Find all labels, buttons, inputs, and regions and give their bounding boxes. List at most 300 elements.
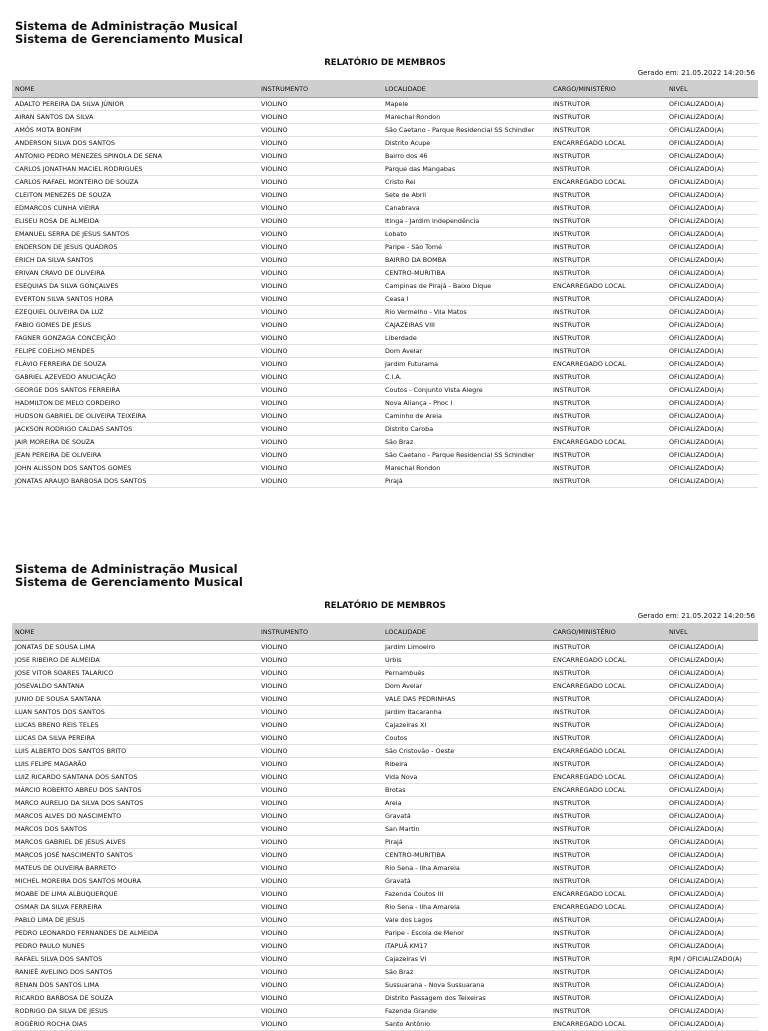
cell-nome: MATEUS DE OLIVEIRA BARRETO	[12, 862, 258, 875]
cell-localidade: Jardim Itacaranha	[382, 706, 550, 719]
cell-cargo: INSTRUTOR	[550, 979, 666, 992]
cell-localidade: Cajazeiras VI	[382, 953, 550, 966]
cell-localidade: Distrito Caroba	[382, 423, 550, 436]
cell-nome: MARCOS GABRIEL DE JESUS ALVES	[12, 836, 258, 849]
cell-nome: JUNIO DE SOUSA SANTANA	[12, 693, 258, 706]
table-row	[12, 319, 758, 332]
cell-localidade: Gravatá	[382, 810, 550, 823]
table-row	[12, 293, 758, 306]
cell-localidade: CENTRO-MURITIBA	[382, 849, 550, 862]
cell-cargo: INSTRUTOR	[550, 306, 666, 319]
cell-cargo: INSTRUTOR	[550, 345, 666, 358]
cell-nivel: OFICIALIZADO(A)	[666, 784, 758, 797]
cell-nome: ADALTO PEREIRA DA SILVA JÚNIOR	[12, 98, 258, 111]
cell-cargo: INSTRUTOR	[550, 319, 666, 332]
cell-localidade: Santo Antônio	[382, 1018, 550, 1031]
cell-cargo: INSTRUTOR	[550, 475, 666, 488]
table-row	[12, 163, 758, 176]
cell-instrumento: VIOLINO	[258, 163, 382, 176]
cell-instrumento: VIOLINO	[258, 888, 382, 901]
cell-localidade: Lobato	[382, 228, 550, 241]
cell-nome: LUAN SANTOS DOS SANTOS	[12, 706, 258, 719]
cell-instrumento: VIOLINO	[258, 1005, 382, 1018]
cell-instrumento: VIOLINO	[258, 771, 382, 784]
cell-nivel: OFICIALIZADO(A)	[666, 992, 758, 1005]
column-header-nivel: NIVEL	[666, 623, 758, 641]
cell-cargo: INSTRUTOR	[550, 1005, 666, 1018]
cell-nome: JOSEVALDO SANTANA	[12, 680, 258, 693]
cell-instrumento: VIOLINO	[258, 137, 382, 150]
cell-cargo: INSTRUTOR	[550, 875, 666, 888]
table-row	[12, 150, 758, 163]
report-title: RELATÓRIO DE MEMBROS	[324, 58, 446, 68]
cell-localidade: Brotas	[382, 784, 550, 797]
table-row	[12, 940, 758, 953]
cell-cargo: ENCARREGADO LOCAL	[550, 680, 666, 693]
table-row	[12, 189, 758, 202]
cell-localidade: São Braz	[382, 966, 550, 979]
cell-localidade: Cajazeiras XI	[382, 719, 550, 732]
cell-cargo: INSTRUTOR	[550, 189, 666, 202]
cell-nome: CARLOS JONATHAN MACIEL RODRIGUES	[12, 163, 258, 176]
table-row	[12, 966, 758, 979]
cell-instrumento: VIOLINO	[258, 836, 382, 849]
cell-nivel: OFICIALIZADO(A)	[666, 888, 758, 901]
column-header-nome: NOME	[12, 80, 258, 98]
cell-instrumento: VIOLINO	[258, 98, 382, 111]
cell-nivel: OFICIALIZADO(A)	[666, 667, 758, 680]
column-header-instrumento: INSTRUMENTO	[258, 80, 382, 98]
cell-nome: JAIR MOREIRA DE SOUZA	[12, 436, 258, 449]
table-row	[12, 1005, 758, 1018]
table-row	[12, 823, 758, 836]
cell-nivel: OFICIALIZADO(A)	[666, 862, 758, 875]
cell-instrumento: VIOLINO	[258, 332, 382, 345]
cell-cargo: INSTRUTOR	[550, 953, 666, 966]
cell-localidade: Liberdade	[382, 332, 550, 345]
table-row	[12, 641, 758, 654]
table-row	[12, 111, 758, 124]
cell-nivel: OFICIALIZADO(A)	[666, 176, 758, 189]
cell-nome: MOABE DE LIMA ALBUQUERQUE	[12, 888, 258, 901]
cell-nome: RAFAEL SILVA DOS SANTOS	[12, 953, 258, 966]
cell-cargo: INSTRUTOR	[550, 667, 666, 680]
cell-nome: JOSE VITOR SOARES TALARICO	[12, 667, 258, 680]
cell-localidade: Jardim Futurama	[382, 358, 550, 371]
cell-localidade: Rio Sena - Ilha Amarela	[382, 901, 550, 914]
cell-nivel: OFICIALIZADO(A)	[666, 745, 758, 758]
column-header-instrumento: INSTRUMENTO	[258, 623, 382, 641]
cell-cargo: INSTRUTOR	[550, 940, 666, 953]
cell-instrumento: VIOLINO	[258, 397, 382, 410]
cell-instrumento: VIOLINO	[258, 797, 382, 810]
cell-localidade: Marechal Rondon	[382, 111, 550, 124]
cell-nivel: OFICIALIZADO(A)	[666, 914, 758, 927]
table-row	[12, 758, 758, 771]
cell-instrumento: VIOLINO	[258, 449, 382, 462]
cell-nome: LUCAS BRENO REIS TELES	[12, 719, 258, 732]
cell-instrumento: VIOLINO	[258, 758, 382, 771]
table-row	[12, 384, 758, 397]
cell-localidade: Caminho de Areia	[382, 410, 550, 423]
cell-nivel: OFICIALIZADO(A)	[666, 423, 758, 436]
cell-nome: AIRAN SANTOS DA SILVA	[12, 111, 258, 124]
cell-cargo: ENCARREGADO LOCAL	[550, 436, 666, 449]
table-row	[12, 953, 758, 966]
table-row	[12, 719, 758, 732]
cell-instrumento: VIOLINO	[258, 862, 382, 875]
column-header-nome: NOME	[12, 623, 258, 641]
members-table	[12, 623, 758, 1031]
cell-localidade: Areia	[382, 797, 550, 810]
table-row	[12, 410, 758, 423]
cell-instrumento: VIOLINO	[258, 966, 382, 979]
cell-localidade: Itinga - Jardim Independência	[382, 215, 550, 228]
cell-instrumento: VIOLINO	[258, 293, 382, 306]
cell-nivel: OFICIALIZADO(A)	[666, 979, 758, 992]
cell-instrumento: VIOLINO	[258, 784, 382, 797]
cell-nome: MARCOS DOS SANTOS	[12, 823, 258, 836]
cell-cargo: INSTRUTOR	[550, 732, 666, 745]
cell-cargo: INSTRUTOR	[550, 992, 666, 1005]
cell-nivel: OFICIALIZADO(A)	[666, 267, 758, 280]
table-row	[12, 98, 758, 111]
table-row	[12, 810, 758, 823]
table-row	[12, 241, 758, 254]
cell-instrumento: VIOLINO	[258, 280, 382, 293]
cell-instrumento: VIOLINO	[258, 680, 382, 693]
table-row	[12, 927, 758, 940]
table-row	[12, 654, 758, 667]
cell-localidade: Pirajá	[382, 475, 550, 488]
cell-cargo: ENCARREGADO LOCAL	[550, 784, 666, 797]
cell-cargo: ENCARREGADO LOCAL	[550, 280, 666, 293]
table-row	[12, 862, 758, 875]
cell-nivel: OFICIALIZADO(A)	[666, 693, 758, 706]
cell-localidade: Rio Vermelho - Vila Matos	[382, 306, 550, 319]
cell-nome: CLEITON MENEZES DE SOUZA	[12, 189, 258, 202]
table-row	[12, 914, 758, 927]
cell-cargo: INSTRUTOR	[550, 98, 666, 111]
cell-nivel: OFICIALIZADO(A)	[666, 823, 758, 836]
cell-nome: RODRIGO DA SILVA DE JESUS	[12, 1005, 258, 1018]
cell-cargo: ENCARREGADO LOCAL	[550, 176, 666, 189]
cell-cargo: ENCARREGADO LOCAL	[550, 1018, 666, 1031]
cell-nome: PABLO LIMA DE JESUS	[12, 914, 258, 927]
cell-localidade: São Braz	[382, 436, 550, 449]
cell-nivel: OFICIALIZADO(A)	[666, 940, 758, 953]
cell-nome: GABRIEL AZEVEDO ANUCIAÇÃO	[12, 371, 258, 384]
cell-nome: MARCO AURELIO DA SILVA DOS SANTOS	[12, 797, 258, 810]
cell-cargo: INSTRUTOR	[550, 150, 666, 163]
cell-nivel: OFICIALIZADO(A)	[666, 654, 758, 667]
cell-localidade: Marechal Rondon	[382, 462, 550, 475]
cell-localidade: Rio Sena - Ilha Amarela	[382, 862, 550, 875]
table-row	[12, 888, 758, 901]
cell-localidade: Fazenda Grande	[382, 1005, 550, 1018]
cell-nome: MARCOS JOSÉ NASCIMENTO SANTOS	[12, 849, 258, 862]
cell-cargo: INSTRUTOR	[550, 966, 666, 979]
table-row	[12, 836, 758, 849]
cell-localidade: Canabrava	[382, 202, 550, 215]
cell-instrumento: VIOLINO	[258, 462, 382, 475]
cell-localidade: Parque das Mangabas	[382, 163, 550, 176]
members-table-body	[12, 98, 758, 488]
cell-instrumento: VIOLINO	[258, 384, 382, 397]
table-header-row	[12, 623, 758, 641]
table-row	[12, 202, 758, 215]
cell-instrumento: VIOLINO	[258, 875, 382, 888]
table-row	[12, 215, 758, 228]
cell-localidade: Mapele	[382, 98, 550, 111]
cell-instrumento: VIOLINO	[258, 706, 382, 719]
cell-instrumento: VIOLINO	[258, 953, 382, 966]
table-row	[12, 475, 758, 488]
cell-nivel: OFICIALIZADO(A)	[666, 966, 758, 979]
cell-localidade: San Martin	[382, 823, 550, 836]
cell-nivel: OFICIALIZADO(A)	[666, 280, 758, 293]
system-title-line1: Sistema de Administração Musical	[15, 19, 238, 33]
cell-nome: MICHEL MOREIRA DOS SANTOS MOURA	[12, 875, 258, 888]
table-row	[12, 423, 758, 436]
cell-nivel: OFICIALIZADO(A)	[666, 215, 758, 228]
cell-nome: FELIPE COELHO MENDES	[12, 345, 258, 358]
table-row	[12, 449, 758, 462]
cell-instrumento: VIOLINO	[258, 241, 382, 254]
cell-nivel: OFICIALIZADO(A)	[666, 1005, 758, 1018]
cell-cargo: INSTRUTOR	[550, 914, 666, 927]
cell-cargo: ENCARREGADO LOCAL	[550, 901, 666, 914]
cell-nivel: OFICIALIZADO(A)	[666, 875, 758, 888]
cell-localidade: CENTRO-MURITIBA	[382, 267, 550, 280]
cell-nivel: OFICIALIZADO(A)	[666, 706, 758, 719]
cell-nome: PEDRO PAULO NUNES	[12, 940, 258, 953]
cell-nome: ROGÉRIO ROCHA DIAS	[12, 1018, 258, 1031]
cell-nome: MARCOS ALVES DO NASCIMENTO	[12, 810, 258, 823]
cell-nome: LUCAS DA SILVA PEREIRA	[12, 732, 258, 745]
cell-nivel: OFICIALIZADO(A)	[666, 293, 758, 306]
cell-localidade: Nova Aliança - Phoc I	[382, 397, 550, 410]
cell-localidade: Jardim Limoeiro	[382, 641, 550, 654]
cell-nome: EZEQUIEL OLIVEIRA DA LUZ	[12, 306, 258, 319]
cell-instrumento: VIOLINO	[258, 654, 382, 667]
cell-instrumento: VIOLINO	[258, 641, 382, 654]
table-row	[12, 267, 758, 280]
cell-localidade: Distrito Acupe	[382, 137, 550, 150]
column-header-localidade: LOCALIDADE	[382, 623, 550, 641]
cell-nivel: OFICIALIZADO(A)	[666, 758, 758, 771]
cell-localidade: Gravatá	[382, 875, 550, 888]
table-row	[12, 667, 758, 680]
table-row	[12, 371, 758, 384]
table-row	[12, 358, 758, 371]
cell-instrumento: VIOLINO	[258, 475, 382, 488]
cell-nivel: OFICIALIZADO(A)	[666, 397, 758, 410]
cell-cargo: INSTRUTOR	[550, 423, 666, 436]
cell-localidade: Fazenda Coutos III	[382, 888, 550, 901]
cell-cargo: INSTRUTOR	[550, 693, 666, 706]
cell-instrumento: VIOLINO	[258, 940, 382, 953]
cell-instrumento: VIOLINO	[258, 319, 382, 332]
column-header-nivel: NIVEL	[666, 80, 758, 98]
table-row	[12, 745, 758, 758]
cell-nome: CARLOS RAFAEL MONTEIRO DE SOUZA	[12, 176, 258, 189]
cell-localidade: Campinas de Pirajá - Baixo Dique	[382, 280, 550, 293]
cell-instrumento: VIOLINO	[258, 810, 382, 823]
table-row	[12, 732, 758, 745]
cell-localidade: Dom Avelar	[382, 680, 550, 693]
cell-nivel: OFICIALIZADO(A)	[666, 137, 758, 150]
cell-nome: FABIO GOMES DE JESUS	[12, 319, 258, 332]
cell-nome: EDMARCOS CUNHA VIEIRA	[12, 202, 258, 215]
table-row	[12, 992, 758, 1005]
cell-instrumento: VIOLINO	[258, 436, 382, 449]
cell-nivel: OFICIALIZADO(A)	[666, 410, 758, 423]
cell-cargo: INSTRUTOR	[550, 927, 666, 940]
cell-cargo: INSTRUTOR	[550, 332, 666, 345]
cell-localidade: Distrito Passagem dos Teixeiras	[382, 992, 550, 1005]
cell-cargo: ENCARREGADO LOCAL	[550, 888, 666, 901]
cell-nome: ANDERSON SILVA DOS SANTOS	[12, 137, 258, 150]
cell-cargo: INSTRUTOR	[550, 124, 666, 137]
table-row	[12, 306, 758, 319]
cell-localidade: São Caetano - Parque Residencial SS Schindler	[382, 449, 550, 462]
cell-instrumento: VIOLINO	[258, 823, 382, 836]
cell-nome: EVERTON SILVA SANTOS HORA	[12, 293, 258, 306]
cell-nome: FLÁVIO FERREIRA DE SOUZA	[12, 358, 258, 371]
cell-localidade: Vida Nova	[382, 771, 550, 784]
table-header-row	[12, 80, 758, 98]
cell-cargo: INSTRUTOR	[550, 849, 666, 862]
cell-nome: EMANUEL SERRA DE JESUS SANTOS	[12, 228, 258, 241]
cell-localidade: São Caetano - Parque Residencial SS Schindler	[382, 124, 550, 137]
cell-localidade: Urbis	[382, 654, 550, 667]
column-header-cargo: CARGO/MINISTÉRIO	[550, 623, 666, 641]
cell-nivel: OFICIALIZADO(A)	[666, 797, 758, 810]
cell-nome: HUDSON GABRIEL DE OLIVEIRA TEIXEIRA	[12, 410, 258, 423]
cell-nivel: OFICIALIZADO(A)	[666, 732, 758, 745]
table-row	[12, 345, 758, 358]
cell-cargo: INSTRUTOR	[550, 449, 666, 462]
cell-nivel: OFICIALIZADO(A)	[666, 771, 758, 784]
table-row	[12, 137, 758, 150]
table-row	[12, 280, 758, 293]
cell-nivel: OFICIALIZADO(A)	[666, 475, 758, 488]
table-row	[12, 706, 758, 719]
cell-cargo: INSTRUTOR	[550, 706, 666, 719]
table-row	[12, 797, 758, 810]
cell-nome: ESEQUIAS DA SILVA GONÇALVES	[12, 280, 258, 293]
cell-nivel: OFICIALIZADO(A)	[666, 836, 758, 849]
cell-cargo: INSTRUTOR	[550, 810, 666, 823]
cell-instrumento: VIOLINO	[258, 215, 382, 228]
table-row	[12, 1018, 758, 1031]
system-title-line2: Sistema de Gerenciamento Musical	[15, 32, 243, 46]
cell-instrumento: VIOLINO	[258, 1018, 382, 1031]
cell-instrumento: VIOLINO	[258, 267, 382, 280]
cell-instrumento: VIOLINO	[258, 732, 382, 745]
cell-cargo: INSTRUTOR	[550, 758, 666, 771]
cell-instrumento: VIOLINO	[258, 719, 382, 732]
cell-instrumento: VIOLINO	[258, 745, 382, 758]
cell-nivel: OFICIALIZADO(A)	[666, 641, 758, 654]
table-row	[12, 254, 758, 267]
cell-cargo: INSTRUTOR	[550, 462, 666, 475]
cell-instrumento: VIOLINO	[258, 202, 382, 215]
cell-cargo: ENCARREGADO LOCAL	[550, 137, 666, 150]
generated-timestamp: Gerado em: 21.05.2022 14:20:56	[637, 69, 755, 77]
cell-nome: RANIEÊ AVELINO DOS SANTOS	[12, 966, 258, 979]
cell-instrumento: VIOLINO	[258, 667, 382, 680]
cell-localidade: CAJAZEIRAS VIII	[382, 319, 550, 332]
cell-cargo: INSTRUTOR	[550, 163, 666, 176]
cell-nome: OSMAR DA SILVA FERREIRA	[12, 901, 258, 914]
cell-nivel: OFICIALIZADO(A)	[666, 371, 758, 384]
cell-instrumento: VIOLINO	[258, 979, 382, 992]
cell-nivel: OFICIALIZADO(A)	[666, 98, 758, 111]
cell-cargo: ENCARREGADO LOCAL	[550, 771, 666, 784]
table-row	[12, 228, 758, 241]
cell-nivel: OFICIALIZADO(A)	[666, 202, 758, 215]
cell-nome: JONATAS ARAUJO BARBOSA DOS SANTOS	[12, 475, 258, 488]
cell-localidade: Coutos - Conjunto Vista Alegre	[382, 384, 550, 397]
cell-nivel: OFICIALIZADO(A)	[666, 189, 758, 202]
cell-nome: FAGNER GONZAGA CONCEIÇÃO	[12, 332, 258, 345]
cell-nivel: OFICIALIZADO(A)	[666, 1018, 758, 1031]
system-title-line1: Sistema de Administração Musical	[15, 562, 238, 576]
cell-localidade: Bairro dos 46	[382, 150, 550, 163]
members-table	[12, 80, 758, 488]
cell-cargo: INSTRUTOR	[550, 397, 666, 410]
cell-nivel: OFICIALIZADO(A)	[666, 124, 758, 137]
cell-nivel: OFICIALIZADO(A)	[666, 719, 758, 732]
cell-cargo: INSTRUTOR	[550, 202, 666, 215]
cell-nivel: OFICIALIZADO(A)	[666, 849, 758, 862]
cell-localidade: Dom Avelar	[382, 345, 550, 358]
cell-nivel: OFICIALIZADO(A)	[666, 163, 758, 176]
cell-nome: LUIZ RICARDO SANTANA DOS SANTOS	[12, 771, 258, 784]
cell-cargo: INSTRUTOR	[550, 797, 666, 810]
cell-instrumento: VIOLINO	[258, 124, 382, 137]
cell-localidade: Cristo Rei	[382, 176, 550, 189]
system-title-line2: Sistema de Gerenciamento Musical	[15, 575, 243, 589]
cell-nivel: OFICIALIZADO(A)	[666, 384, 758, 397]
cell-nivel: OFICIALIZADO(A)	[666, 358, 758, 371]
cell-instrumento: VIOLINO	[258, 914, 382, 927]
cell-instrumento: VIOLINO	[258, 423, 382, 436]
cell-nivel: OFICIALIZADO(A)	[666, 150, 758, 163]
cell-nome: MÁRCIO ROBERTO ABREU DOS SANTOS	[12, 784, 258, 797]
cell-nivel: OFICIALIZADO(A)	[666, 449, 758, 462]
cell-cargo: INSTRUTOR	[550, 410, 666, 423]
cell-cargo: INSTRUTOR	[550, 823, 666, 836]
cell-cargo: INSTRUTOR	[550, 215, 666, 228]
cell-cargo: ENCARREGADO LOCAL	[550, 358, 666, 371]
members-table-body	[12, 641, 758, 1031]
cell-localidade: São Cristovão - Oeste	[382, 745, 550, 758]
cell-nivel: RJM / OFICIALIZADO(A)	[666, 953, 758, 966]
cell-nome: ERICH DA SILVA SANTOS	[12, 254, 258, 267]
cell-cargo: INSTRUTOR	[550, 228, 666, 241]
cell-cargo: INSTRUTOR	[550, 111, 666, 124]
cell-instrumento: VIOLINO	[258, 693, 382, 706]
cell-nivel: OFICIALIZADO(A)	[666, 680, 758, 693]
cell-nome: JOSE RIBEIRO DE ALMEIDA	[12, 654, 258, 667]
cell-nivel: OFICIALIZADO(A)	[666, 927, 758, 940]
cell-localidade: Ceasa I	[382, 293, 550, 306]
cell-instrumento: VIOLINO	[258, 254, 382, 267]
cell-nivel: OFICIALIZADO(A)	[666, 345, 758, 358]
